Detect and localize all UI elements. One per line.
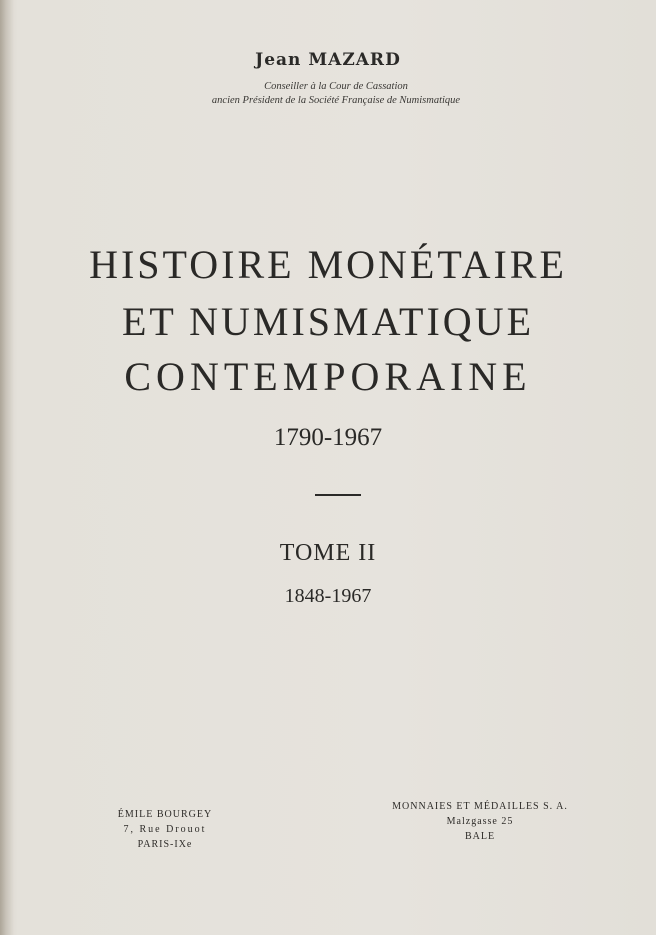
divider-rule [315,494,361,496]
spine-shadow [0,0,14,935]
publisher-left-address: 7, Rue Drouot [123,824,207,835]
publisher-left-city: PARIS-IXe [137,839,193,850]
author-first-name: Jean [255,50,302,70]
author-affiliation-2: ancien Président de la Société Française de Numismatique [211,95,461,106]
volume-years: 1848-1967 [284,585,372,607]
author-last-name: MAZARD [308,50,401,70]
title-line-1: HISTOIRE MONÉTAIRE [89,242,567,287]
publisher-left [100,807,230,852]
publisher-right-name: MONNAIES ET MÉDAILLES S. A. [392,801,568,812]
title-line-2: ET NUMISMATIQUE [121,299,535,344]
title-line-3: CONTEMPORAINE [124,354,532,399]
publisher-right-city: BALE [464,831,496,842]
publisher-right-address: Malzgasse 25 [446,816,514,827]
publisher-right [380,799,580,844]
author-name [0,50,656,70]
title-years: 1790-1967 [273,424,383,451]
author-affiliation-1: Conseiller à la Cour de Cassation [264,81,408,92]
volume-label: TOME II [279,540,377,566]
publisher-left-name: ÉMILE BOURGEY [117,809,213,820]
